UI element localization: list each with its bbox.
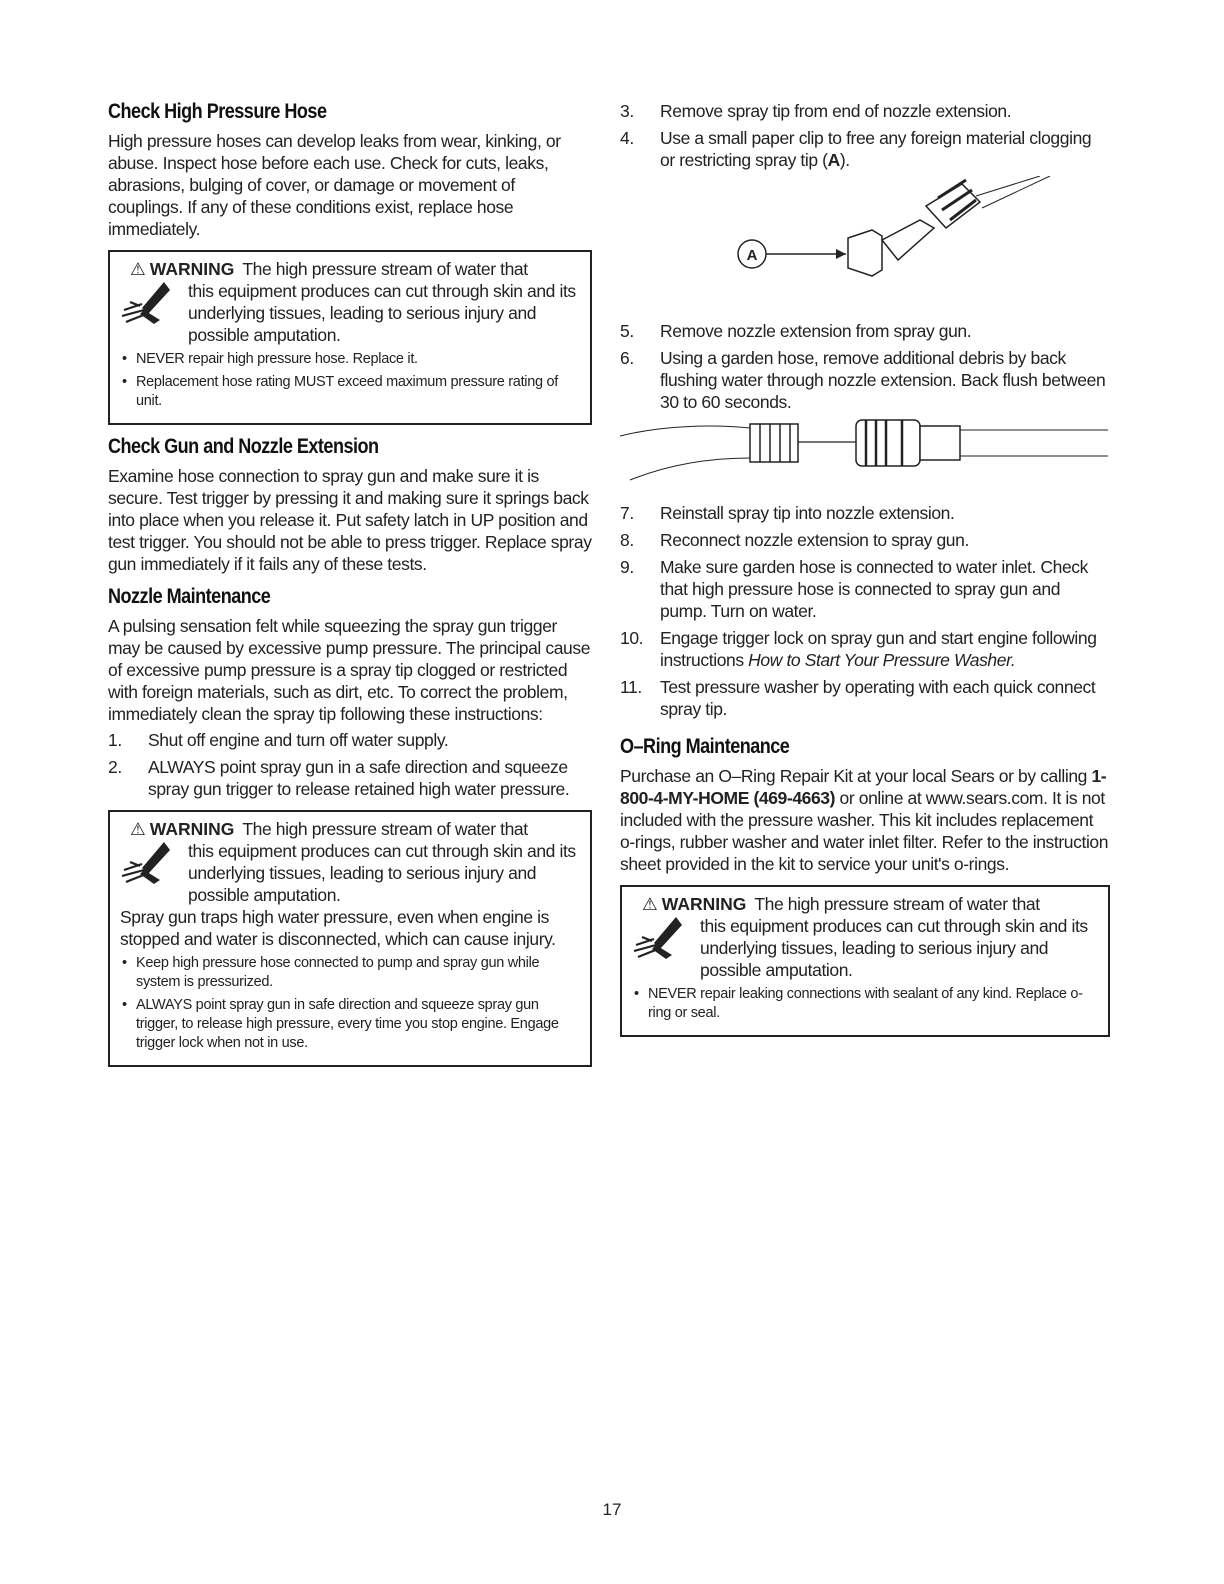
list-item: 10. Engage trigger lock on spray gun and start engine following instructions How to Start Your Pressure Washer. [620, 628, 1097, 670]
warning-text: this equipment produces can cut through skin and its underlying tissues, leading to serious injury and possible amputation. [188, 281, 576, 345]
nozzle-steps [108, 729, 592, 800]
steps-a [620, 100, 1110, 171]
section-title-nozzle: Nozzle Maintenance [108, 585, 271, 608]
warning-extra-text: Spray gun traps high water pressure, even when engine is stopped and water is disconnected, which can cause injury. [120, 907, 556, 949]
high-pressure-spray-hazard-icon [120, 840, 178, 888]
warning-text-first: The high pressure stream of water that [242, 259, 528, 279]
paragraph-nozzle: A pulsing sensation felt while squeezing the spray gun trigger may be caused by excessive pump pressure. The principal cause of excessive pump pressure is a spray tip clogged or restricted with foreign materials, such as dirt, etc. To correct the problem, immediately clean the spray tip following these instructions: [108, 616, 591, 724]
warning-bullets [632, 985, 1098, 1023]
list-item: 3. Remove spray tip from end of nozzle extension. [620, 101, 1012, 121]
warning-text: this equipment produces can cut through skin and its underlying tissues, leading to serious injury and possible amputation. [700, 916, 1088, 980]
left-column [108, 100, 592, 1067]
warning-text: this equipment produces can cut through skin and its underlying tissues, leading to serious injury and possible amputation. [188, 841, 576, 905]
list-item: • ALWAYS point spray gun in safe direction and squeeze spray gun trigger, to release high pressure, every time you stop engine. Engage trigger lock when not in use. [120, 996, 580, 1053]
steps-c [620, 502, 1110, 720]
warning-text-first: The high pressure stream of water that [242, 819, 528, 839]
warning-label: WARNING [149, 819, 235, 839]
callout-label-a: A [746, 247, 758, 264]
list-item: 9. Make sure garden hose is connected to water inlet. Check that high pressure hose is connected to spray gun and pump. Turn on water. [620, 557, 1088, 621]
list-item: • NEVER repair high pressure hose. Replace it. [120, 350, 580, 369]
steps-b [620, 320, 1110, 413]
warning-text-first: The high pressure stream of water that [754, 894, 1040, 914]
list-item: 2. ALWAYS point spray gun in a safe direction and squeeze spray gun trigger to release retained high water pressure. [108, 757, 570, 799]
list-item: • Keep high pressure hose connected to pump and spray gun while system is pressurized. [120, 954, 580, 992]
phone-number: 1-800-4-MY-HOME (469-4663) [620, 766, 1107, 808]
warning-triangle-icon: ⚠ [642, 894, 658, 914]
warning-triangle-icon: ⚠ [130, 819, 146, 839]
list-item: 11. Test pressure washer by operating with each quick connect spray tip. [620, 677, 1096, 719]
warning-label: WARNING [149, 259, 235, 279]
section-title-oring: O–Ring Maintenance [620, 735, 790, 758]
section-title-check-gun: Check Gun and Nozzle Extension [108, 435, 379, 458]
list-item: 5. Remove nozzle extension from spray gun. [620, 321, 972, 341]
section-title-check-hose: Check High Pressure Hose [108, 100, 327, 123]
list-item: 7. Reinstall spray tip into nozzle extension. [620, 503, 955, 523]
list-item: • Replacement hose rating MUST exceed maximum pressure rating of unit. [120, 373, 580, 411]
spray-tip-figure [620, 176, 1110, 316]
list-item: 1. Shut off engine and turn off water supply. [108, 730, 449, 750]
right-column [620, 100, 1110, 1037]
list-item: 6. Using a garden hose, remove additional debris by back flushing water through nozzle extension. Back flush between 30 to 60 seconds. [620, 348, 1106, 412]
warning-bullets [120, 350, 580, 411]
high-pressure-spray-hazard-icon [120, 280, 178, 328]
paragraph-check-hose: High pressure hoses can develop leaks from wear, kinking, or abuse. Inspect hose before each use. Check for cuts, leaks, abrasions, bulging of cover, or damage or movement of couplings. If any of these conditions exist, replace hose immediately. [108, 131, 561, 239]
warning-bullets [120, 954, 580, 1053]
warning-triangle-icon: ⚠ [130, 259, 146, 279]
warning-box-1 [108, 250, 592, 425]
list-item: • NEVER repair leaking connections with sealant of any kind. Replace o-ring or seal. [632, 985, 1098, 1023]
warning-label: WARNING [661, 894, 747, 914]
high-pressure-spray-hazard-icon [632, 915, 690, 963]
warning-box-2 [108, 810, 592, 1067]
paragraph-oring: Purchase an O–Ring Repair Kit at your local Sears or by calling 1-800-4-MY-HOME (469-4663) or online at www.sears.com. It is not included with the pressure washer. This kit includes replacement o-rings, rubber washer and water inlet filter. Refer to the instruction sheet provided in the kit to service your unit's o-rings. [620, 766, 1109, 874]
list-item: 4. Use a small paper clip to free any foreign material clogging or restricting spray tip (A). [620, 128, 1092, 170]
page-number: 17 [602, 1500, 622, 1519]
paragraph-check-gun: Examine hose connection to spray gun and make sure it is secure. Test trigger by pressing it and making sure it springs back into place when you release it. Put safety latch in UP position and test trigger. You should not be able to press trigger. Replace spray gun immediately if it fails any of these tests. [108, 466, 592, 574]
back-flush-figure [620, 418, 1110, 498]
list-item: 8. Reconnect nozzle extension to spray gun. [620, 530, 969, 550]
warning-box-3 [620, 885, 1110, 1037]
